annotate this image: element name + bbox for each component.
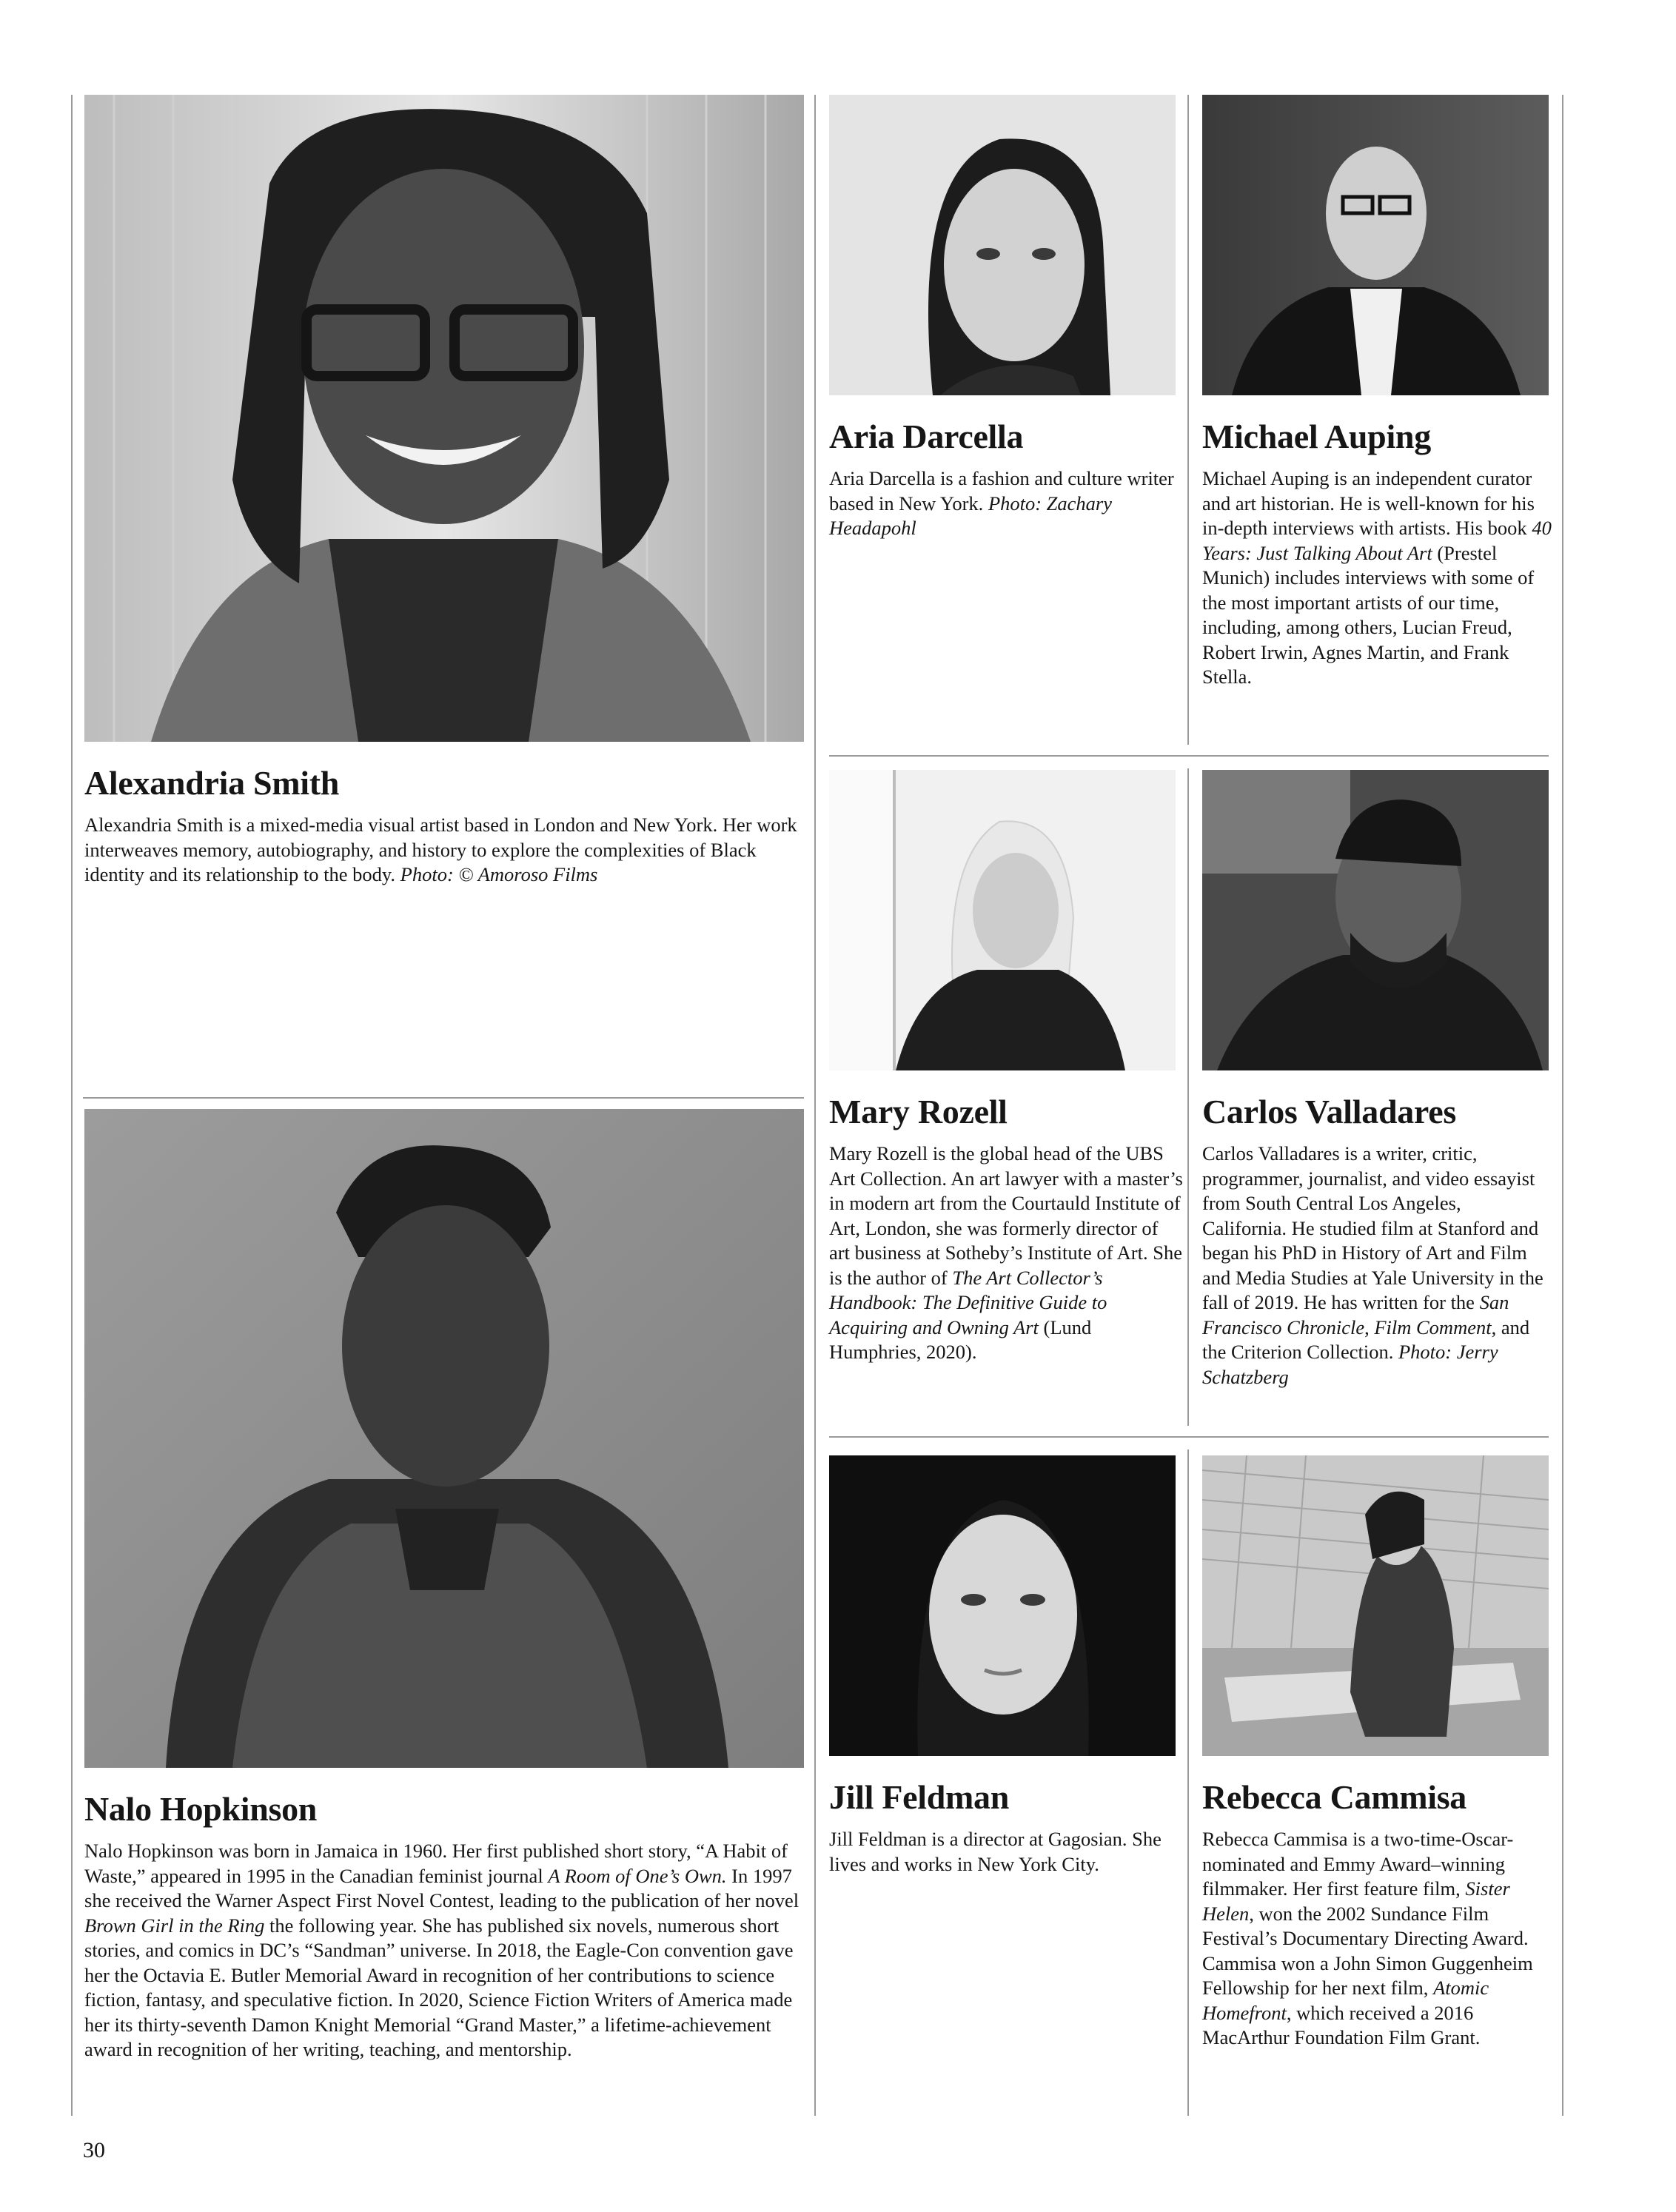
bio-italic-run: A Room of One’s Own. bbox=[548, 1864, 727, 1887]
portrait-photo bbox=[1202, 95, 1549, 395]
bio-run: Michael Auping is an independent curator and art historian. He is well-known for his in-depth interviews with artists. His book bbox=[1202, 467, 1535, 539]
column-rule-right bbox=[1562, 95, 1563, 2116]
person-name: Rebecca Cammisa bbox=[1202, 1778, 1467, 1816]
row-rule bbox=[829, 755, 1549, 757]
portrait-photo bbox=[1202, 770, 1549, 1070]
portrait-photo bbox=[829, 1455, 1176, 1756]
bio-run: the following year. She has published six novels, numerous short stories, and comics in DC’s “Sandman” universe. In 2018, the Eagle-Con convention gave her the Octavia E. Butler Memorial Award in recognition of her contributions to science fiction, fantasy, and speculative fiction. In 2020, Science Fiction Writers of America made her its thirty-seventh Damon Knight Memorial “Grand Master,” a lifetime-achievement award in recognition of her writing, teaching, and mentorship. bbox=[84, 1914, 794, 2060]
bio-run: Nalo Hopkinson was born in Jamaica in 1960. Her first published short story, “A Habit of Waste,” appeared in 1995 in the Canadian feminist journal bbox=[84, 1840, 788, 1887]
person-name: Aria Darcella bbox=[829, 418, 1024, 455]
bio-run: Alexandria Smith is a mixed-media visual artist based in London and New York. Her work interweaves memory, autobiography, and history to explore the complexities of Black identity and its relationship to the body. bbox=[84, 814, 797, 885]
bio-italic-run: Photo: Jerry Schatzberg bbox=[1202, 1341, 1498, 1388]
person-name: Alexandria Smith bbox=[84, 764, 340, 802]
row-rule bbox=[829, 1436, 1549, 1438]
row-rule bbox=[83, 1097, 804, 1099]
page-number: 30 bbox=[83, 2138, 105, 2162]
person-name: Mary Rozell bbox=[829, 1093, 1008, 1130]
portrait-photo bbox=[84, 95, 804, 742]
bio-run: Jill Feldman is a director at Gagosian. She lives and works in New York City. bbox=[829, 1828, 1162, 1875]
bio-italic-run: 40 Years: Just Talking About Art bbox=[1202, 517, 1552, 564]
portrait-photo bbox=[1202, 1455, 1549, 1756]
bio-text bbox=[84, 1839, 804, 2062]
column-rule-center bbox=[814, 95, 816, 2116]
bio-run: Mary Rozell is the global head of the UBS Art Collection. An art lawyer with a master’s in modern art from the Courtauld Institute of Art, London, she was formerly director of art business at Sotheby’s Institute of Art. She is the author of bbox=[829, 1142, 1183, 1289]
portrait-photo bbox=[829, 770, 1176, 1070]
bio-italic-run: Sister Helen bbox=[1202, 1877, 1510, 1925]
bio-run: , won the 2002 Sundance Film Festival’s Documentary Directing Award. Cammisa won a John Simon Guggenheim Fellowship for her next film, bbox=[1202, 1902, 1533, 1999]
bio-text bbox=[829, 1142, 1183, 1365]
bio-run: Carlos Valladares is a writer, critic, programmer, journalist, and video essayist from South Central Los Angeles, California. He studied film at Stanford and began his PhD in History of Art and Film and Media Studies at Yale University in the fall of 2019. He has written for the bbox=[1202, 1142, 1543, 1313]
bio-run: , and the Criterion Collection. bbox=[1202, 1316, 1530, 1363]
bio-text bbox=[829, 466, 1177, 541]
bio-text bbox=[1202, 1142, 1550, 1390]
bio-italic-run: The Art Collector’s Handbook: The Definitive Guide to Acquiring and Owning Art bbox=[829, 1266, 1107, 1338]
bio-italic-run: Photo: Zachary Headapohl bbox=[829, 492, 1113, 539]
person-name: Jill Feldman bbox=[829, 1778, 1010, 1816]
bio-run: (Lund Humphries, 2020). bbox=[829, 1316, 1092, 1363]
bio-run: Rebecca Cammisa is a two-time-Oscar-nominated and Emmy Award–winning filmmaker. Her first feature film, bbox=[1202, 1828, 1514, 1900]
bio-italic-run: Photo: © Amoroso Films bbox=[400, 863, 598, 885]
bio-text bbox=[829, 1827, 1177, 1877]
bio-run: , bbox=[1364, 1316, 1375, 1338]
bio-italic-run: Brown Girl in the Ring bbox=[84, 1914, 265, 1937]
bio-text bbox=[1202, 1827, 1559, 2051]
portrait-photo bbox=[84, 1109, 804, 1768]
person-name: Carlos Valladares bbox=[1202, 1093, 1456, 1130]
portrait-photo bbox=[829, 95, 1176, 395]
bio-italic-run: Atomic Homefront bbox=[1202, 1977, 1489, 2024]
bio-text bbox=[84, 813, 804, 888]
bio-text bbox=[1202, 466, 1559, 690]
bio-run: In 1997 she received the Warner Aspect First Novel Contest, leading to the publication of her novel bbox=[84, 1864, 800, 1911]
bio-run: (Prestel Munich) includes interviews with some of the most important artists of our time, including, among others, Lucian Freud, Robert Irwin, Agnes Martin, and Frank Stella. bbox=[1202, 541, 1535, 688]
column-rule-inner bbox=[1187, 1449, 1189, 2116]
bio-italic-run: San Francisco Chronicle bbox=[1202, 1291, 1509, 1338]
bio-run: Aria Darcella is a fashion and culture writer based in New York. bbox=[829, 467, 1174, 515]
bio-italic-run: Film Comment bbox=[1374, 1316, 1492, 1338]
column-rule-left bbox=[71, 95, 73, 2116]
bio-run: , which received a 2016 MacArthur Foundation Film Grant. bbox=[1202, 2001, 1481, 2048]
column-rule-inner bbox=[1187, 768, 1189, 1426]
person-name: Michael Auping bbox=[1202, 418, 1431, 455]
person-name: Nalo Hopkinson bbox=[84, 1790, 318, 1828]
column-rule-inner bbox=[1187, 95, 1189, 745]
